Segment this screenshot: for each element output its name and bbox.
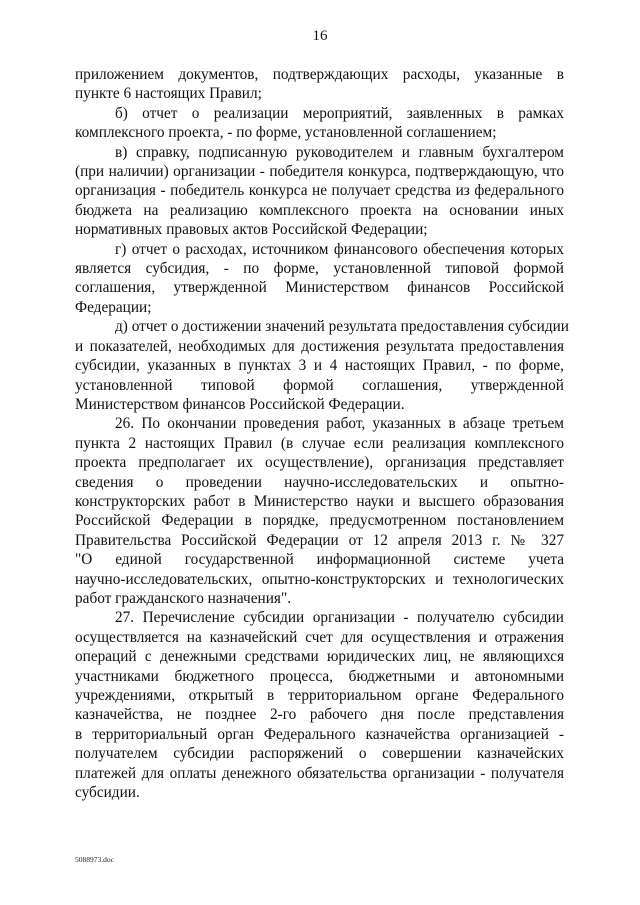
text-line: участниками бюджетного процесса, бюджетными и автономными: [75, 667, 564, 685]
text-line: организация - победитель конкурса не получает средства из федерального: [75, 182, 564, 200]
text-line: конструкторских работ в Министерство науки и высшего образования: [75, 492, 564, 510]
text-line: приложением документов, подтверждающих расходы, указанные в: [75, 66, 564, 83]
text-line: пункта 2 настоящих Правил (в случае если реализация комплексного: [75, 434, 564, 452]
text-line: Министерством финансов Российской Федерации.: [75, 395, 405, 413]
text-line: комплексного проекта, - по форме, установленной соглашением;: [75, 124, 497, 142]
text-line: Федерации;: [75, 298, 152, 316]
text-line: (при наличии) организации - победителя конкурса, подтверждающую, что: [75, 163, 564, 181]
text-line: сведения о проведении научно-исследовательских и опытно-: [75, 473, 564, 491]
text-line: пункте 6 настоящих Правил;: [75, 85, 262, 103]
text-line: осуществляется на казначейский счет для осуществления и отражения: [75, 628, 564, 646]
text-line: 26. По окончании проведения работ, указанных в абзаце третьем: [115, 415, 564, 433]
text-line: получателем субсидии распоряжений о совершении казначейских: [75, 745, 564, 763]
text-line: в) справку, подписанную руководителем и главным бухгалтером: [115, 143, 564, 161]
text-line: установленной типовой формой соглашения, утвержденной: [75, 376, 564, 394]
text-line: является субсидия, - по форме, установленной типовой формой: [75, 260, 564, 278]
text-line: бюджета на реализацию комплексного проекта на основании иных: [75, 201, 564, 219]
document-body: [75, 65, 569, 802]
text-line: учреждениями, открытый в территориальном органе Федерального: [75, 687, 564, 704]
text-line: работ гражданского назначения".: [75, 589, 292, 607]
text-line: Российской Федерации в порядке, предусмотренном постановлением: [75, 512, 564, 530]
text-line: г) отчет о расходах, источником финансового обеспечения которых: [115, 240, 564, 258]
text-line: "О единой государственной информационной системе учета: [75, 551, 564, 569]
text-line: субсидии, указанных в пунктах 3 и 4 настоящих Правил, - по форме,: [75, 357, 564, 375]
text-line: проекта предполагает их осуществление), организация представляет: [75, 454, 564, 472]
text-line: нормативных правовых актов Российской Федерации;: [75, 221, 428, 239]
footer-filename: 5088973.doc: [75, 855, 114, 864]
text-line: д) отчет о достижении значений результата предоставления субсидии: [115, 318, 569, 336]
text-line: научно-исследовательских, опытно-конструкторских и технологических: [75, 570, 564, 588]
text-line: в территориальный орган Федерального казначейства организацией -: [75, 725, 564, 743]
text-line: 27. Перечисление субсидии организации - получателю субсидии: [115, 609, 564, 627]
text-line: б) отчет о реализации мероприятий, заявленных в рамках: [115, 104, 564, 122]
text-line: казначейства, не позднее 2-го рабочего дня после представления: [75, 706, 564, 724]
text-line: Правительства Российской Федерации от 12 апреля 2013 г. № 327: [75, 531, 564, 549]
text-line: платежей для оплаты денежного обязательства организации - получателя: [75, 764, 564, 782]
page-number: 16: [312, 28, 328, 44]
text-line: операций с денежными средствами юридических лиц, не являющихся: [75, 648, 564, 666]
text-line: соглашения, утвержденной Министерством финансов Российской: [75, 279, 564, 297]
text-line: субсидии.: [75, 784, 140, 802]
text-line: и показателей, необходимых для достижения результата предоставления: [75, 337, 564, 355]
